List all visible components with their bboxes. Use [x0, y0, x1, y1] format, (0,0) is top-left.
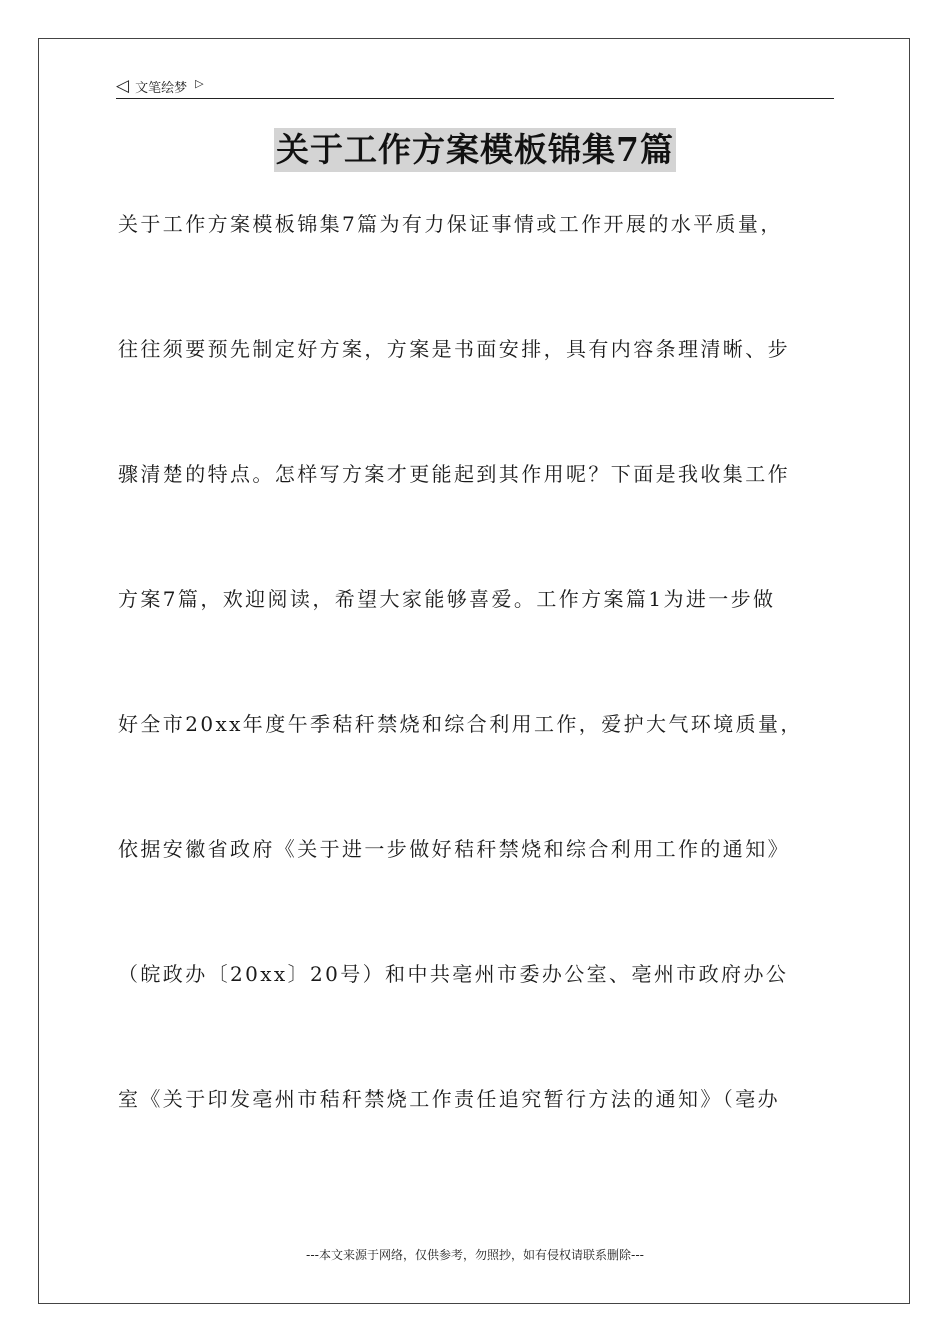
title-container — [0, 128, 950, 172]
body-line: 往往须要预先制定好方案，方案是书面安排，具有内容条理清晰、步 — [118, 337, 790, 361]
body-line: （皖政办〔20xx〕20号）和中共亳州市委办公室、亳州市政府办公 — [118, 962, 789, 986]
left-triangle-icon: ◁ — [116, 75, 130, 96]
header-brand: 文笔绘梦 — [135, 80, 188, 96]
right-triangle-icon: ▷ — [195, 76, 204, 90]
body-line: 室《关于印发亳州市秸秆禁烧工作责任追究暂行方法的通知》（亳办 — [118, 1087, 780, 1111]
body-line: 方案7篇，欢迎阅读，希望大家能够喜爱。工作方案篇1为进一步做 — [118, 587, 776, 611]
body-line: 依据安徽省政府《关于进一步做好秸秆禁烧和综合利用工作的通知》 — [118, 837, 790, 861]
body-line: 骤清楚的特点。怎样写方案才更能起到其作用呢？下面是我收集工作 — [118, 462, 790, 486]
document-body — [118, 204, 838, 1204]
body-line: 关于工作方案模板锦集7篇为有力保证事情或工作开展的水平质量， — [118, 212, 783, 236]
page-header — [116, 74, 834, 99]
footer-notice: ---本文来源于网络，仅供参考，勿照抄，如有侵权请联系删除--- — [306, 1248, 644, 1262]
body-line: 好全市20xx年度午季秸秆禁烧和综合利用工作，爱护大气环境质量， — [118, 712, 803, 736]
document-title: 关于工作方案模板锦集7篇 — [274, 128, 676, 172]
